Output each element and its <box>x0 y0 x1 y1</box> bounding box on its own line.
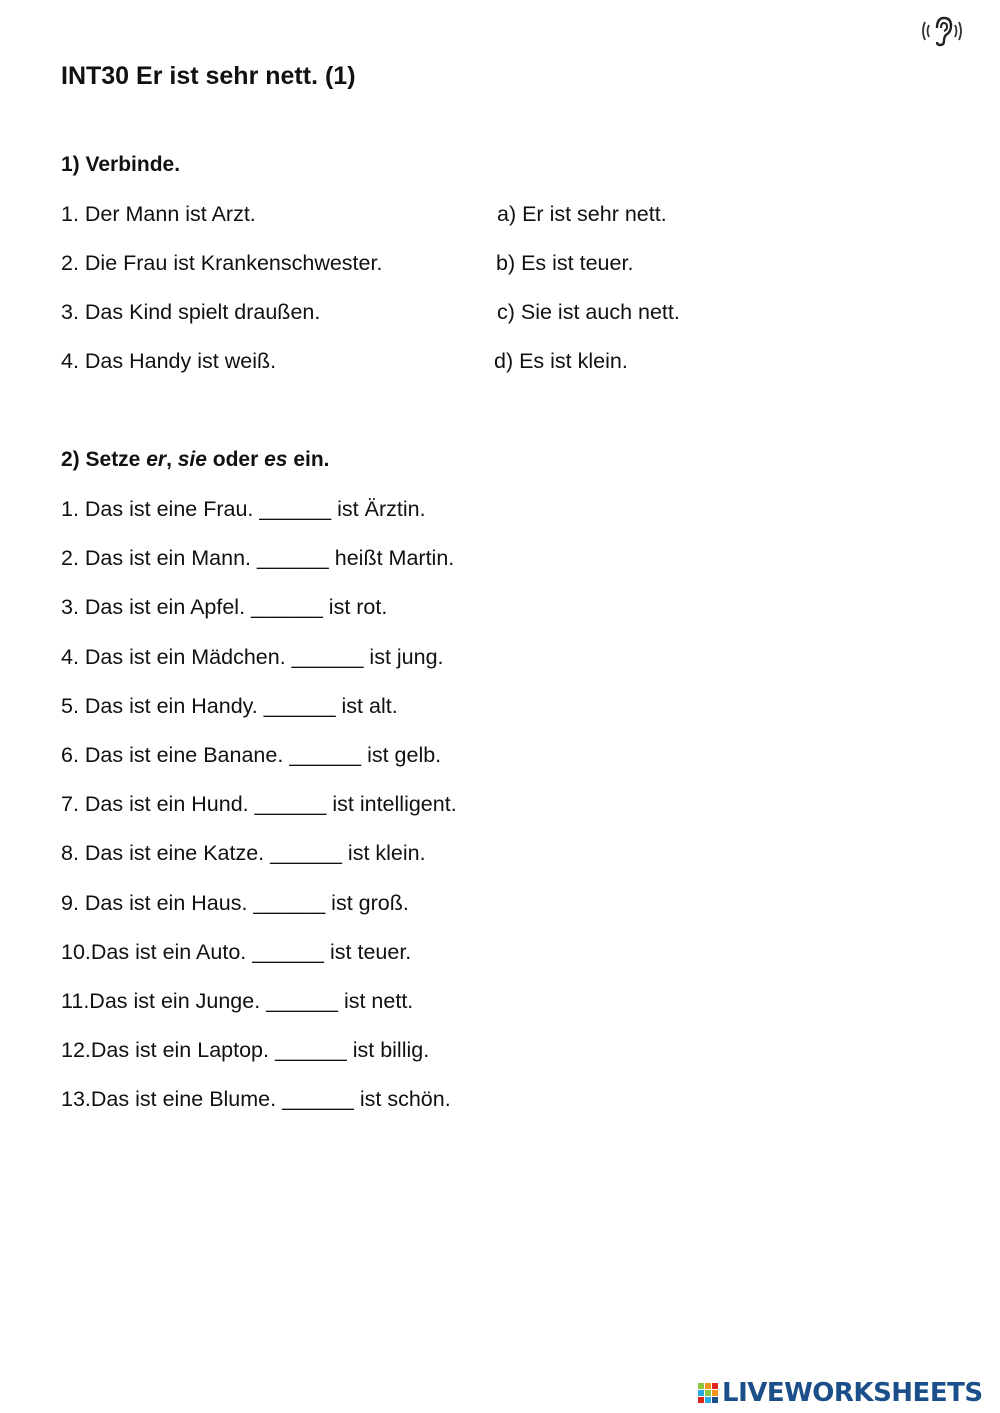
fill-in-item <box>61 694 398 719</box>
fill-in-item <box>61 989 413 1014</box>
answer-blank[interactable]: ______ <box>266 989 338 1013</box>
match-right-item: c) Sie ist auch nett. <box>497 300 680 324</box>
fill-in-continuation: ist schön. <box>359 1087 451 1112</box>
fill-in-sentence: 6. Das ist eine Banane. <box>61 743 284 767</box>
fill-in-sentence: 2. Das ist ein Mann. <box>61 546 252 571</box>
worksheet-title: INT30 Er ist sehr nett. (1) <box>61 62 356 90</box>
section2-heading: 2) Setze er, sie oder es ein. <box>61 448 330 471</box>
fill-in-continuation: ist billig. <box>352 1038 430 1063</box>
fill-in-continuation: ist intelligent. <box>332 792 457 817</box>
match-right-item: b) Es ist teuer. <box>496 251 634 275</box>
answer-blank[interactable]: ______ <box>291 644 364 669</box>
match-right-item: a) Er ist sehr nett. <box>497 202 667 226</box>
fill-in-continuation: heißt Martin. <box>334 546 455 571</box>
answer-blank[interactable]: ______ <box>254 792 327 817</box>
fill-in-item <box>61 645 444 670</box>
fill-in-item <box>61 792 457 817</box>
answer-blank[interactable]: ______ <box>252 939 324 964</box>
answer-blank[interactable]: ______ <box>251 595 323 620</box>
match-left-item: 3. Das Kind spielt draußen. <box>61 300 321 324</box>
fill-in-sentence: 10.Das ist ein Auto. <box>61 939 247 964</box>
answer-blank[interactable]: ______ <box>270 841 342 866</box>
answer-blank[interactable]: ______ <box>282 1087 354 1112</box>
fill-in-item <box>61 497 426 522</box>
answer-blank[interactable]: ______ <box>289 743 362 767</box>
fill-in-item <box>61 743 441 768</box>
fill-in-sentence: 3. Das ist ein Apfel. <box>61 595 246 620</box>
answer-blank[interactable]: ______ <box>257 546 329 571</box>
answer-blank[interactable]: ______ <box>259 497 332 521</box>
section1-heading: 1) Verbinde. <box>61 153 181 176</box>
fill-in-sentence: 13.Das ist eine Blume. <box>61 1087 277 1112</box>
fill-in-continuation: ist alt. <box>341 693 398 718</box>
liveworksheets-logo-icon <box>698 1381 720 1405</box>
answer-blank[interactable]: ______ <box>253 890 326 915</box>
fill-in-sentence: 9. Das ist ein Haus. <box>61 890 248 915</box>
fill-in-item <box>61 940 411 965</box>
liveworksheets-logo-text: LIVEWORKSHEETS <box>722 1378 983 1408</box>
fill-in-item <box>61 1038 429 1063</box>
fill-in-sentence: 12.Das ist ein Laptop. <box>61 1038 269 1063</box>
match-left-item: 1. Der Mann ist Arzt. <box>61 202 256 226</box>
fill-in-sentence: 1. Das ist eine Frau. <box>61 497 254 521</box>
fill-in-continuation: ist rot. <box>328 595 388 620</box>
fill-in-item <box>61 841 426 866</box>
fill-in-sentence: 7. Das ist ein Hund. <box>61 792 249 817</box>
match-left-item: 2. Die Frau ist Krankenschwester. <box>61 251 383 275</box>
fill-in-sentence: 11.Das ist ein Junge. <box>61 989 261 1013</box>
fill-in-item <box>61 546 454 571</box>
ear-audio-icon[interactable] <box>919 12 969 50</box>
fill-in-sentence: 8. Das ist eine Katze. <box>61 841 265 866</box>
fill-in-continuation: ist gelb. <box>367 743 442 767</box>
fill-in-continuation: ist klein. <box>347 841 426 866</box>
fill-in-continuation: ist Ärztin. <box>337 497 426 521</box>
fill-in-continuation: ist nett. <box>343 989 414 1013</box>
answer-blank[interactable]: ______ <box>274 1038 347 1063</box>
fill-in-continuation: ist jung. <box>369 644 444 669</box>
fill-in-continuation: ist groß. <box>331 890 409 915</box>
match-right-item: d) Es ist klein. <box>494 349 628 373</box>
fill-in-item <box>61 595 387 620</box>
fill-in-item <box>61 891 409 916</box>
fill-in-sentence: 4. Das ist ein Mädchen. <box>61 644 286 669</box>
fill-in-sentence: 5. Das ist ein Handy. <box>61 693 258 718</box>
fill-in-continuation: ist teuer. <box>330 939 412 964</box>
answer-blank[interactable]: ______ <box>263 693 336 718</box>
fill-in-item <box>61 1087 451 1112</box>
match-left-item: 4. Das Handy ist weiß. <box>61 349 277 373</box>
liveworksheets-logo <box>698 1378 983 1408</box>
